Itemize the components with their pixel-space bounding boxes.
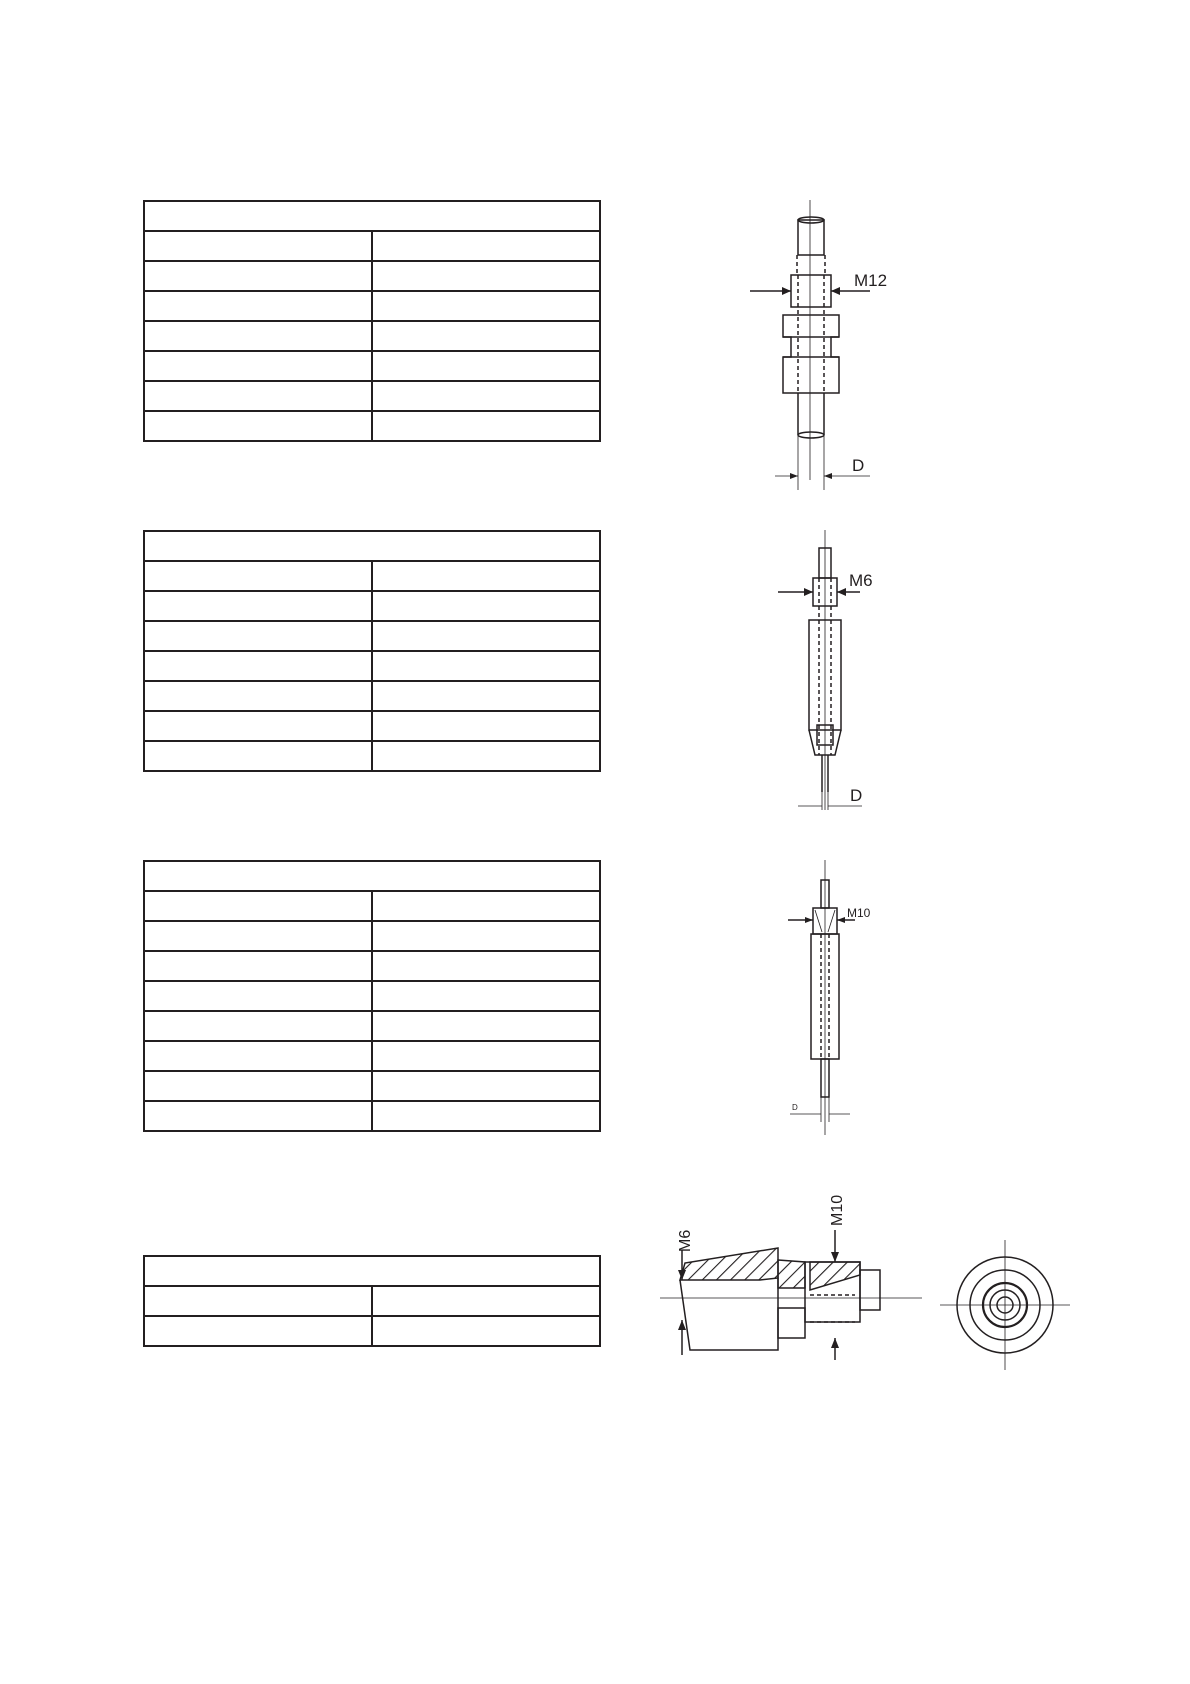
- table-cell: [372, 291, 600, 321]
- table-cell: [372, 891, 600, 921]
- table-cell: [144, 981, 372, 1011]
- drawing-adapter-end: [940, 1240, 1070, 1370]
- drawing-m10-probe: [770, 860, 910, 1135]
- table-cell: [372, 1011, 600, 1041]
- table-cell: [144, 891, 372, 921]
- table-cell: [144, 1286, 372, 1316]
- table-cell: [372, 351, 600, 381]
- table-cell: [144, 591, 372, 621]
- table-title: [144, 1256, 600, 1286]
- diameter-label: D: [792, 1103, 798, 1112]
- table-cell: [372, 321, 600, 351]
- table-cell: [144, 921, 372, 951]
- table-cell: [144, 1101, 372, 1131]
- table-cell: [144, 411, 372, 441]
- table-cell: [144, 1071, 372, 1101]
- table-cell: [144, 951, 372, 981]
- table-cell: [372, 651, 600, 681]
- table-cell: [372, 261, 600, 291]
- spec-table-4: [143, 1255, 601, 1347]
- table-cell: [144, 621, 372, 651]
- table-cell: [372, 231, 600, 261]
- table-cell: [372, 921, 600, 951]
- drawing-m12-probe: [740, 200, 920, 490]
- table-cell: [372, 741, 600, 771]
- table-cell: [144, 381, 372, 411]
- thread-label: M12: [854, 271, 888, 290]
- drawing-m6-probe: [770, 530, 910, 810]
- table-cell: [372, 561, 600, 591]
- table-cell: [372, 1071, 600, 1101]
- table-cell: [144, 351, 372, 381]
- table-cell: [372, 981, 600, 1011]
- table-cell: [372, 381, 600, 411]
- table-cell: [144, 711, 372, 741]
- table-cell: [144, 681, 372, 711]
- table-cell: [372, 951, 600, 981]
- drawing-adapter-side: [660, 1180, 930, 1360]
- diameter-label: D: [852, 456, 865, 475]
- spec-table-2: [143, 530, 601, 772]
- table-cell: [372, 1316, 600, 1346]
- thread-left-label: M6: [677, 1229, 694, 1252]
- table-cell: [144, 1011, 372, 1041]
- table-cell: [372, 1041, 600, 1071]
- table-cell: [372, 1286, 600, 1316]
- spec-table-1: [143, 200, 601, 442]
- thread-label: M10: [847, 906, 871, 920]
- table-cell: [144, 1316, 372, 1346]
- table-cell: [144, 561, 372, 591]
- table-cell: [144, 1041, 372, 1071]
- table-cell: [372, 681, 600, 711]
- table-cell: [144, 231, 372, 261]
- table-cell: [372, 411, 600, 441]
- table-cell: [372, 591, 600, 621]
- table-cell: [144, 321, 372, 351]
- table-cell: [372, 711, 600, 741]
- table-title: [144, 861, 600, 891]
- table-cell: [144, 651, 372, 681]
- table-cell: [144, 291, 372, 321]
- table-cell: [144, 261, 372, 291]
- table-cell: [372, 621, 600, 651]
- table-title: [144, 531, 600, 561]
- thread-label: M6: [849, 571, 873, 590]
- table-title: [144, 201, 600, 231]
- table-cell: [144, 741, 372, 771]
- spec-table-3: [143, 860, 601, 1132]
- thread-right-label: M10: [829, 1194, 846, 1226]
- table-cell: [372, 1101, 600, 1131]
- diameter-label: D: [850, 786, 863, 805]
